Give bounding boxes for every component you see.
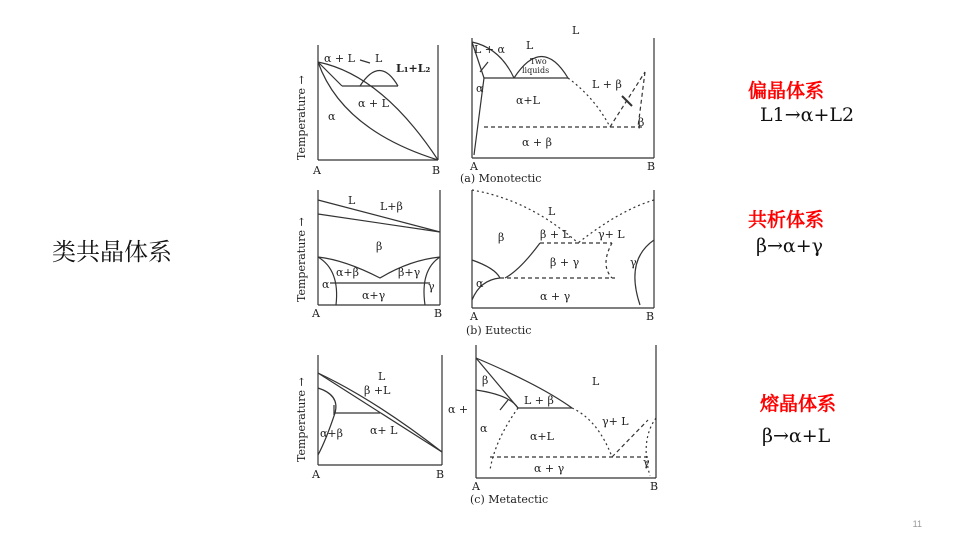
mono-right-label-1: L: [572, 24, 580, 37]
mono-right-label-8: L + β: [592, 78, 622, 91]
eut-left-label-6: α: [322, 278, 330, 291]
system-reaction-eutectoid: β→α+γ: [756, 235, 824, 257]
meta-right-label-5: α: [480, 422, 488, 435]
mono-right-label-2: L + α: [474, 43, 505, 56]
eut-left-axis-a: A: [312, 307, 320, 320]
meta-left-label-3: α+β: [320, 427, 344, 440]
axis-label-temperature-a: Temperature →: [295, 75, 308, 160]
axis-label-temperature-b: Temperature →: [295, 217, 308, 302]
eut-right-label-8: α + γ: [540, 290, 571, 303]
mono-right-label-10: α + β: [522, 136, 552, 149]
caption-metatectic: (c) Metatectic: [470, 493, 549, 506]
caption-eutectic: (b) Eutectic: [466, 324, 532, 337]
slide-title: 类共晶体系: [52, 238, 172, 266]
meta-right-label-1: L: [592, 375, 600, 388]
meta-right-label-7: γ+ L: [602, 415, 629, 428]
system-reaction-metatectic: β→α+L: [762, 425, 831, 447]
metatectic-right-diagram: [476, 345, 656, 478]
mono-right-label-5: liquids: [522, 66, 550, 75]
system-name-eutectoid: 共析体系: [748, 209, 825, 231]
eut-left-label-4: α+β: [336, 266, 360, 279]
eut-left-label-2: L+β: [380, 200, 403, 213]
meta-right-label-4: L + β: [524, 394, 554, 407]
meta-left-axis-b: B: [436, 468, 445, 481]
meta-left-label-2: β +L: [364, 384, 391, 397]
mono-right-label-7: α+L: [516, 94, 540, 107]
eut-right-label-3: β + L: [540, 228, 570, 241]
meta-left-axis-a: A: [312, 468, 320, 481]
mono-right-axis-b: B: [647, 160, 656, 173]
meta-right-label-9: γ: [643, 456, 650, 469]
eut-left-label-7: γ: [428, 280, 435, 293]
page-number: 11: [912, 519, 922, 529]
meta-right-label-8: α + γ: [534, 462, 565, 475]
mono-left-label-5: α + L: [358, 97, 389, 110]
system-name-metatectic: 熔晶体系: [760, 393, 837, 415]
mono-left-axis-a: A: [313, 164, 321, 177]
meta-right-label-2: β: [482, 374, 489, 387]
mono-left-label-4: α: [328, 110, 336, 123]
meta-left-label-1: L: [378, 370, 386, 383]
mono-right-label-6: α: [476, 82, 484, 95]
mono-right-label-9: β: [638, 116, 645, 129]
meta-right-label-6: α+L: [530, 430, 554, 443]
eut-left-label-5: β+γ: [398, 266, 421, 279]
system-name-monotectic: 偏晶体系: [748, 80, 825, 102]
eut-right-label-7: α: [476, 277, 484, 290]
eut-right-label-2: β: [498, 231, 505, 244]
meta-left-label-4: α+ L: [370, 424, 398, 437]
eut-right-label-6: γ: [630, 256, 637, 269]
mono-left-label-1: α + L: [324, 52, 355, 65]
mono-right-label-3: L: [526, 39, 534, 52]
eut-right-label-1: L: [548, 205, 556, 218]
eut-left-label-8: α+γ: [362, 289, 386, 302]
eut-right-label-4: γ+ L: [598, 228, 625, 241]
mono-right-axis-a: A: [470, 160, 478, 173]
eut-left-label-3: β: [376, 240, 383, 253]
mono-left-axis-b: B: [432, 164, 441, 177]
mono-right-label-4: Two: [530, 57, 547, 66]
meta-right-axis-a: A: [472, 480, 480, 493]
mono-left-label-3: L₁+L₂: [396, 62, 431, 75]
eut-right-label-5: β + γ: [550, 256, 580, 269]
eut-left-label-1: L: [348, 194, 356, 207]
meta-right-axis-b: B: [650, 480, 659, 493]
system-reaction-monotectic: L1→α+L2: [760, 104, 855, 126]
mono-left-label-2: L: [375, 52, 383, 65]
monotectic-right-diagram: [472, 38, 654, 158]
axis-label-temperature-c: Temperature →: [295, 377, 308, 462]
eut-right-axis-a: A: [470, 310, 478, 323]
caption-monotectic: (a) Monotectic: [460, 172, 542, 185]
meta-right-label-3: α +: [448, 403, 469, 416]
eut-left-axis-b: B: [434, 307, 443, 320]
eut-right-axis-b: B: [646, 310, 655, 323]
